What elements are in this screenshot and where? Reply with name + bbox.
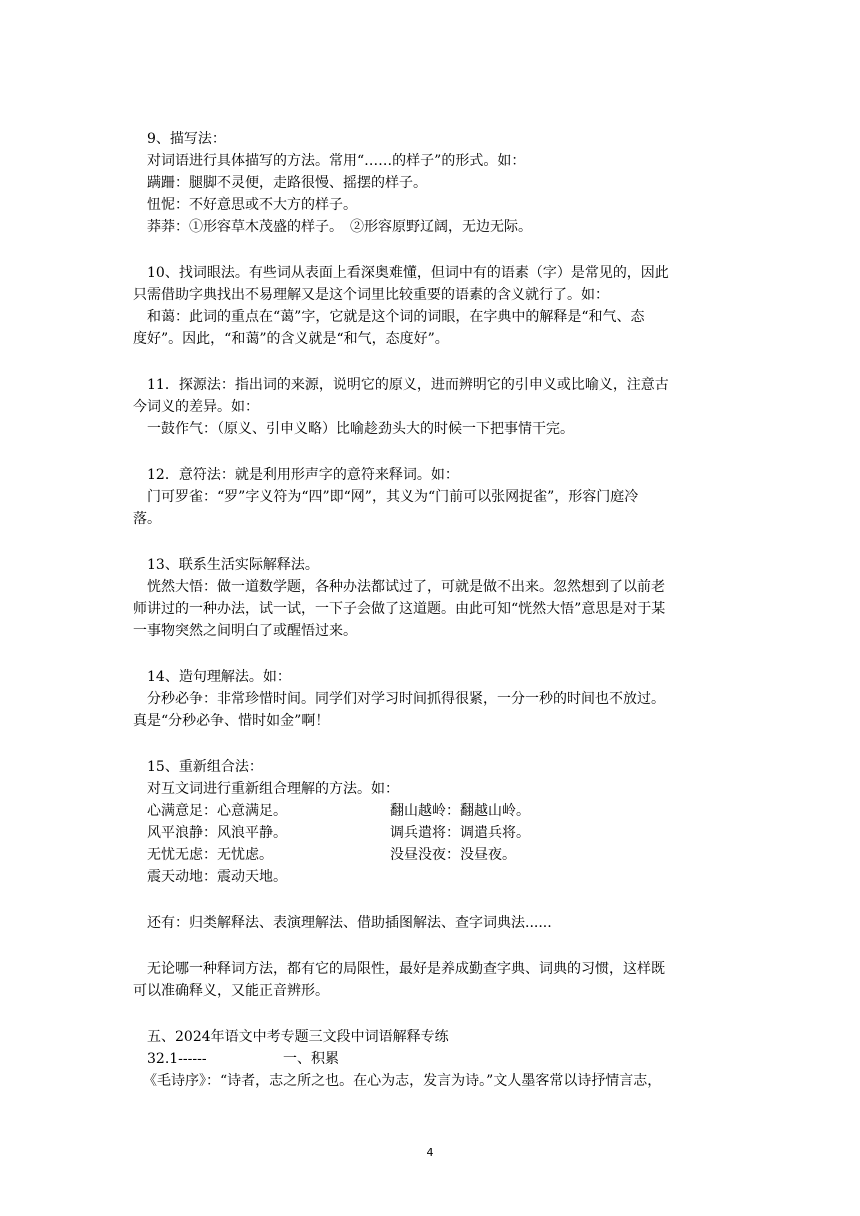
section-14-line: 真是“分秒必争、惜时如金”啊！ [133, 713, 330, 729]
example-left: 无忧无虑：无忧虑。 [147, 847, 273, 863]
section-10-line: 10、找词眼法。有些词从表面上看深奥难懂，但词中有的语素（字）是常见的，因此 [147, 265, 669, 281]
section-10-line: 度好”。因此，“和蔼”的含义就是“和气，态度好”。 [133, 331, 449, 347]
section-9-title: 9、描写法： [147, 131, 226, 147]
example-left: 心满意足：心意满足。 [147, 803, 287, 819]
section-12-line: 落。 [133, 511, 161, 527]
example-right: 没昼没夜：没昼夜。 [390, 847, 516, 863]
section-11-line: 11．探源法：指出词的来源，说明它的原义，进而辨明它的引申义或比喻义，注意古 [147, 377, 669, 393]
section-13-line: 一事物突然之间明白了或醒悟过来。 [133, 623, 357, 639]
example-left: 震天动地：震动天地。 [147, 869, 287, 885]
section-13-line: 师讲过的一种办法，试一试，一下子会做了这道题。由此可知“恍然大悟”意思是对于某 [133, 601, 666, 617]
section-11-line: 今词义的差异。如： [133, 399, 259, 415]
section-14-line: 14、造句理解法。如： [147, 669, 291, 685]
example-left: 风平浪静：风浪平静。 [147, 825, 287, 841]
other-methods: 还有：归类解释法、表演理解法、借助插图解法、查字词典法...... [147, 915, 552, 931]
conclusion-line: 可以准确释义，又能正音辨形。 [133, 983, 329, 999]
quote-line: 《毛诗序》：“诗者，志之所之也。在心为志，发言为诗。”文人墨客常以诗抒情言志， [143, 1073, 662, 1089]
section-5-title: 五、2024年语文中考专题三文段中词语解释专练 [147, 1029, 449, 1045]
example-right: 调兵遣将：调遣兵将。 [390, 825, 530, 841]
section-12-line: 门可罗雀：“罗”字义符为“四”即“网”，其义为“门前可以张网捉雀”，形容门庭冷 [147, 489, 639, 505]
section-11-line: 一鼓作气：（原义、引申义略）比喻趁劲头大的时候一下把事情干完。 [147, 421, 574, 437]
example-line: 蹒跚：腿脚不灵便，走路很慢、摇摆的样子。 [147, 175, 427, 191]
section-12-line: 12．意符法：就是利用形声字的意符来释词。如： [147, 467, 459, 483]
question-number: 32.1------ [147, 1051, 207, 1067]
example-right: 翻山越岭：翻越山岭。 [390, 803, 530, 819]
section-13-line: 恍然大悟：做一道数学题，各种办法都试过了，可就是做不出来。忽然想到了以前老 [147, 579, 665, 595]
page-number: 4 [426, 1146, 434, 1159]
section-15-title: 15、重新组合法： [147, 759, 263, 775]
example-line: 忸怩：不好意思或不大方的样子。 [147, 197, 357, 213]
conclusion-line: 无论哪一种释词方法，都有它的局限性，最好是养成勤查字典、词典的习惯，这样既 [147, 961, 665, 977]
section-14-line: 分秒必争：非常珍惜时间。同学们对学习时间抓得很紧，一分一秒的时间也不放过。 [147, 691, 665, 707]
example-line: 莽莽：①形容草木茂盛的样子。 ②形容原野辽阔，无边无际。 [147, 219, 532, 235]
section-10-line: 只需借助字典找出不易理解又是这个词里比较重要的语素的含义就行了。如： [133, 287, 609, 303]
section-13-line: 13、联系生活实际解释法。 [147, 557, 319, 573]
subheading: 一、积累 [283, 1051, 339, 1067]
section-10-line: 和蔼：此词的重点在“蔼”字，它就是这个词的词眼，在字典中的解释是“和气、态 [147, 309, 645, 325]
section-9-intro: 对词语进行具体描写的方法。常用“……的样子”的形式。如： [147, 153, 526, 169]
section-15-intro: 对互文词进行重新组合理解的方法。如： [147, 781, 399, 797]
